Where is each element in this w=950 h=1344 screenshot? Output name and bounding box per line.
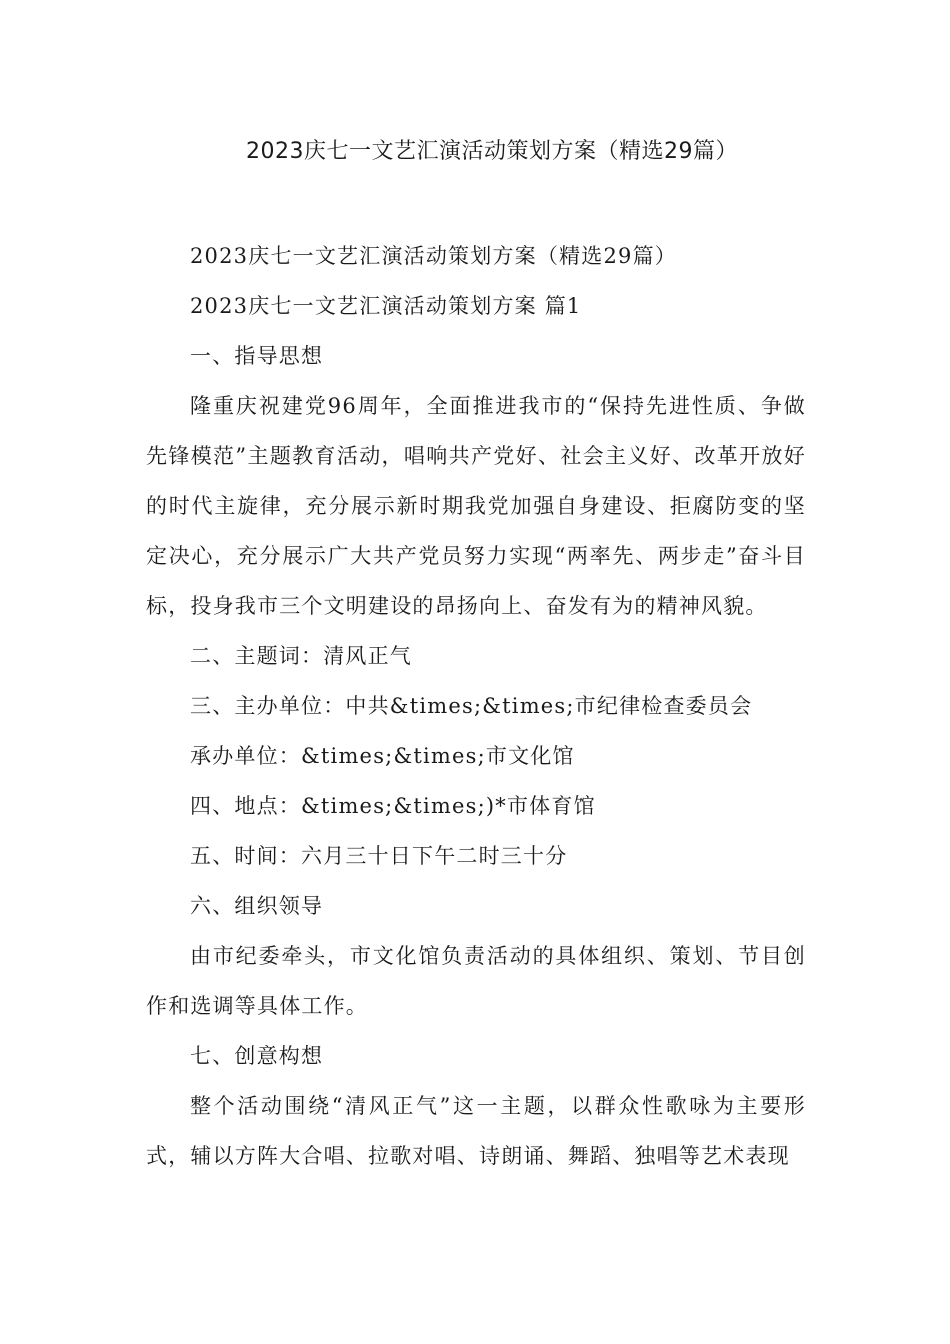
document-body <box>146 231 806 1181</box>
paragraph-subtitle: 2023庆七一文艺汇演活动策划方案（精选29篇） <box>190 244 677 268</box>
heading-creative-concept: 七、创意构想 <box>190 1044 324 1068</box>
paragraph-theme: 二、主题词：清风正气 <box>190 644 412 668</box>
paragraph-organizer: 三、主办单位：中共&times;&times;市纪律检查委员会 <box>190 694 753 718</box>
paragraph-section-title: 2023庆七一文艺汇演活动策划方案 篇1 <box>190 294 582 318</box>
heading-guiding-ideology: 一、指导思想 <box>190 344 324 368</box>
paragraph-creative-concept: 整个活动围绕“清风正气”这一主题，以群众性歌咏为主要形式，辅以方阵大合唱、拉歌对唱、诗朗诵、舞蹈、独唱等艺术表现 <box>146 1094 806 1168</box>
paragraph-location: 四、地点：&times;&times;)*市体育馆 <box>190 794 596 818</box>
paragraph-time: 五、时间：六月三十日下午二时三十分 <box>190 844 568 868</box>
paragraph-guiding-ideology: 隆重庆祝建党96周年，全面推进我市的“保持先进性质、争做先锋模范”主题教育活动，唱响共产党好、社会主义好、改革开放好的时代主旋律，充分展示新时期我党加强自身建设、拒腐防变的坚定决心，充分展示广大共产党员努力实现“两率先、两步走”奋斗目标，投身我市三个文明建设的昂扬向上、奋发有为的精神风貌。 <box>146 394 806 618</box>
paragraph-leadership: 由市纪委牵头，市文化馆负责活动的具体组织、策划、节目创作和选调等具体工作。 <box>146 944 806 1018</box>
document-title: 2023庆七一文艺汇演活动策划方案（精选29篇） <box>246 139 738 164</box>
paragraph-co-organizer: 承办单位：&times;&times;市文化馆 <box>190 744 575 768</box>
heading-leadership: 六、组织领导 <box>190 894 324 918</box>
